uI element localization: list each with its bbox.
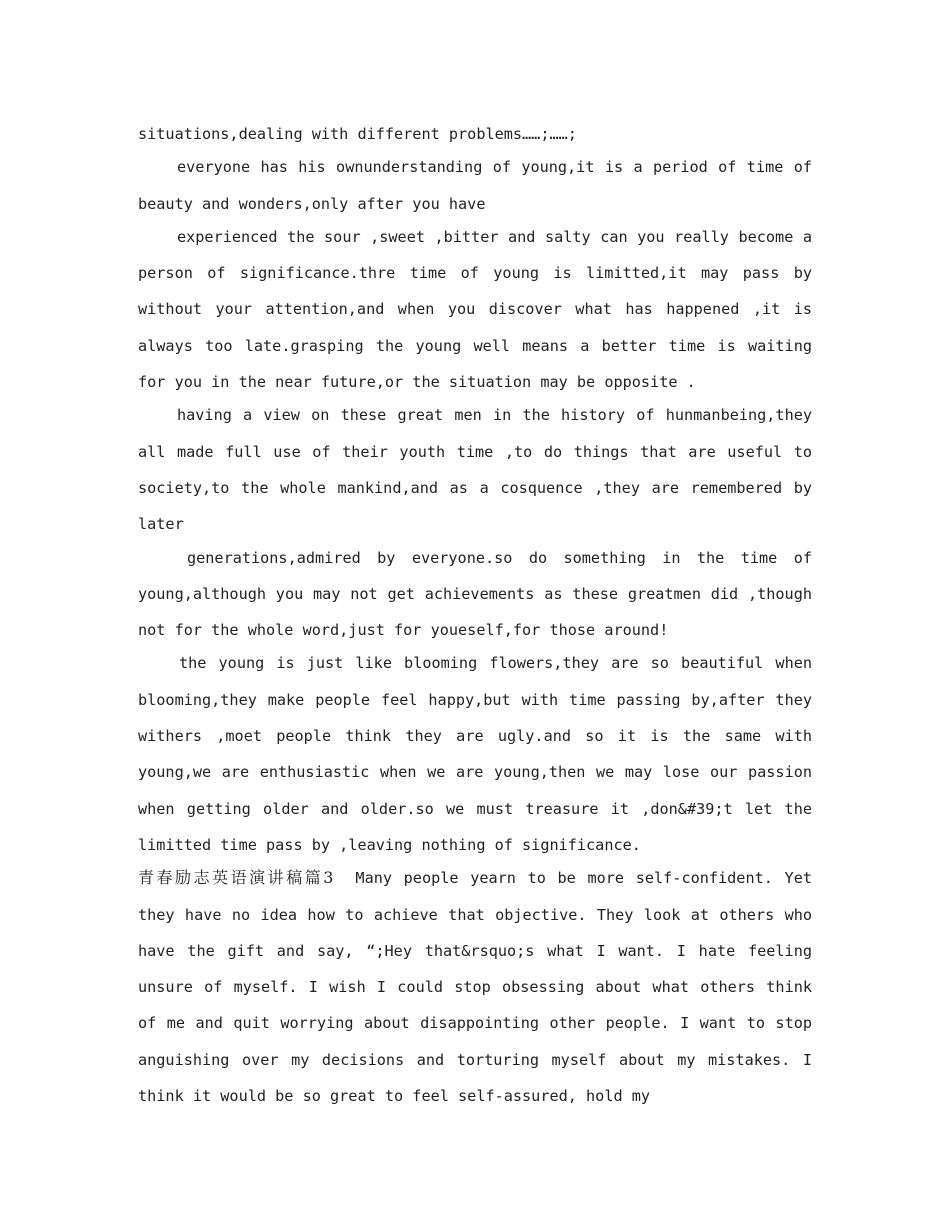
section-3 [138,860,812,1114]
paragraph-great-men: having a view on these great men in the history of hunmanbeing,they all made full use of their youth time ,to do things that are useful to society,to the whole mankind,and as a cosquence ,they are remembered by later [138,406,812,534]
section-text: Many people yearn to be more self-confident. Yet they have no idea how to achieve that objective. They look at others who have the gift and say, “;Hey that&rsquo;s what I want. I hate feeling unsure of myself. I wish I could stop obsessing about what others think of me and quit worrying about disappointing other people. I want to stop anguishing over my decisions and torturing myself about my mistakes. I think it would be so great to feel self-assured, hold my [138,869,812,1106]
paragraph-blooming-flowers: the young is just like blooming flowers,they are so beautiful when blooming,they make people feel happy,but with time passing by,after they withers ,moet people think they are ugly.and so it is the same with young,we are enthusiastic when we are young,then we may lose our passion when getting older and older.so we must treasure it ,don&#39;t let the limitted time pass by ,leaving nothing of significance. [138,654,812,854]
paragraph-experienced: experienced the sour ,sweet ,bitter and salty can you really become a person of significance.thre time of young is limitted,it may pass by without your attention,and when you discover what has happened ,it is always too late.grasping the young well means a better time is waiting for you in the near future,or the situation may be opposite . [138,227,812,392]
section-heading: 青春励志英语演讲稿篇3 [138,868,334,888]
paragraph-situations: situations,dealing with different problems……;……; [138,125,577,143]
paragraph-everyone: everyone has his ownunderstanding of young,it is a period of time of beauty and wonders,only after you have [138,158,812,213]
paragraph-generations: generations,admired by everyone.so do something in the time of young,although you may not get achievements as these greatmen did ,though not for the whole word,just for youeself,for those around! [138,548,812,640]
document-body [138,116,812,1114]
